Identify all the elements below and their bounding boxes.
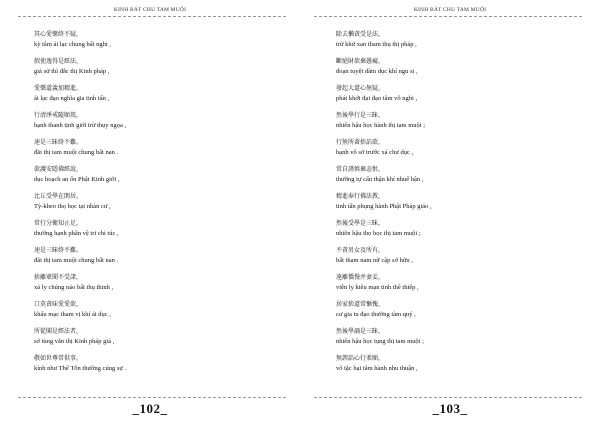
verse-viet-line: kỳ tâm ái lạc chung bất nghi , (34, 40, 111, 48)
verse-viet-line: phát khởi đại đạo tâm vô nghi , (336, 94, 418, 102)
verse-viet-line: giả sử thì đắc thị Kinh pháp , (34, 67, 110, 75)
verse-viet-line: khẩu mạc tham vị khí ái dục , (34, 310, 111, 318)
verse-han-line: 居家捨道常慚愧， (336, 301, 385, 308)
verse (34, 354, 284, 381)
verse-han-line: 遠離憍慢并妻妾， (336, 274, 385, 281)
verse-han-line: 敬如世尊常供事。 (34, 355, 83, 362)
verse-han-line: 常自謹慎棄恚恨， (336, 166, 385, 173)
verse (34, 165, 284, 192)
verse-viet-line: Tỳ-kheo thọ học tại nhàn cư , (34, 202, 111, 210)
verse (336, 138, 586, 165)
verse-viet-line: nhiên hậu thọ học thị tam muội ; (336, 229, 421, 237)
verse (336, 111, 586, 138)
verse-han-line: 所從聞是經法者， (34, 328, 83, 335)
verse (336, 354, 586, 381)
header-divider (18, 16, 286, 17)
verse (34, 57, 284, 84)
verse-viet-line: đãi thị tam muội chung bất nan . (34, 148, 119, 156)
verse-han-line: 精進奉行佛法教， (336, 193, 385, 200)
verse-viet-line: cư gia tu đạo thường tàm quý , (336, 310, 416, 318)
verse-viet-line: viễn ly kiêu mạn tinh thê thiếp , (336, 283, 419, 291)
verse-viet-line: đãi thị tam muội chung bất nan . (34, 256, 119, 264)
page-number: _102_ (132, 401, 168, 416)
verse-han-line: 然後受學是三昧， (336, 220, 385, 227)
verse-viet-line: thường tự cẩn thận khí nhuế hận , (336, 175, 424, 183)
verse-viet-line: đoạn tuyệt dâm dục khí ngu si , (336, 67, 418, 75)
verse-viet-line: dục hoạch an ổn Phật Kinh giới , (34, 175, 120, 183)
verse-list (34, 30, 284, 381)
verse (336, 246, 586, 273)
verse-han-line: 欲護安隱佛經說， (34, 166, 83, 173)
verse-han-line: 行清淨戒隨順篤， (34, 112, 83, 119)
verse-han-line: 除去懶貪受是法， (336, 31, 385, 38)
verse-viet-line: hạnh thanh tịnh giới trừ thụy ngọa , (34, 121, 127, 129)
verse (34, 219, 284, 246)
running-head: KINH BÁT CHU TAM MUỘI (113, 7, 187, 13)
page-number: _103_ (432, 401, 468, 416)
verse-han-line: 愛樂道義加精進， (34, 85, 83, 92)
verse-viet-line: nhiên hậu học hành thị tam muội ; (336, 121, 425, 129)
verse (34, 327, 284, 354)
verse (336, 327, 586, 354)
verse-han-line: 捨離眾聞不受諸， (34, 274, 83, 281)
verse-han-line: 不貪男女及所有， (336, 247, 385, 254)
verse-viet-line: thường hạnh phân vệ tri chỉ túc , (34, 229, 119, 237)
verse (336, 84, 586, 111)
right-page (300, 0, 600, 424)
verse (34, 246, 284, 273)
verse-viet-line: ái lạc đạo nghĩa gia tinh tấn , (34, 94, 110, 102)
verse-viet-line: tinh tấn phụng hành Phật Pháp giáo , (336, 202, 432, 210)
verse (336, 30, 586, 57)
running-head: KINH BÁT CHU TAM MUỘI (413, 7, 487, 13)
verse (34, 84, 284, 111)
verse-han-line: 其心愛樂終不疑， (34, 31, 83, 38)
verse-viet-line: kính như Thế Tôn thường cúng sự . (34, 364, 127, 372)
header-divider (314, 16, 582, 17)
verse-viet-line: vô tặc hại tâm hành nhu thuận , (336, 364, 418, 372)
footer-divider (18, 397, 286, 398)
verse (336, 219, 586, 246)
verse-han-line: 口莫貪味愛愛欲， (34, 301, 83, 308)
verse-han-line: 然後學誦是三昧， (336, 328, 385, 335)
verse (34, 138, 284, 165)
verse-han-line: 然後學行是三昧， (336, 112, 385, 119)
verse (336, 165, 586, 192)
verse (34, 111, 284, 138)
verse-han-line: 常行分衛知止足， (34, 220, 83, 227)
verse-viet-line: hạnh vô sở trước xả chư dục , (336, 148, 414, 156)
verse-han-line: 假使逸得是經法， (34, 58, 83, 65)
verse-viet-line: sở tùng văn thị Kinh pháp giả , (34, 337, 115, 345)
footer-divider (314, 397, 582, 398)
verse (336, 57, 586, 84)
verse-han-line: 比丘受學在閑居， (34, 193, 83, 200)
verse (34, 273, 284, 300)
verse-viet-line: xả ly chúng náo bất thụ thinh , (34, 283, 114, 291)
verse (336, 300, 586, 327)
verse (34, 300, 284, 327)
verse (34, 30, 284, 57)
verse-han-line: 行無所著捨諂欲， (336, 139, 385, 146)
verse-viet-line: nhiên hậu học tụng thị tam muội ; (336, 337, 424, 345)
verse (34, 192, 284, 219)
verse-han-line: 發起大道心無疑， (336, 85, 385, 92)
verse-viet-line: trừ khử xan tham thụ thị pháp , (336, 40, 417, 48)
verse-viet-line: bất tham nam nữ cập sở hữu , (336, 256, 413, 264)
verse-han-line: 速是三昧終不難。 (34, 139, 83, 146)
verse-han-line: 速是三昧終不難。 (34, 247, 83, 254)
verse-han-line: 無諛諂心行柔順， (336, 355, 385, 362)
verse-list (336, 30, 586, 381)
verse (336, 273, 586, 300)
verse (336, 192, 586, 219)
verse-han-line: 斷絕財欲棄愚癡， (336, 58, 385, 65)
